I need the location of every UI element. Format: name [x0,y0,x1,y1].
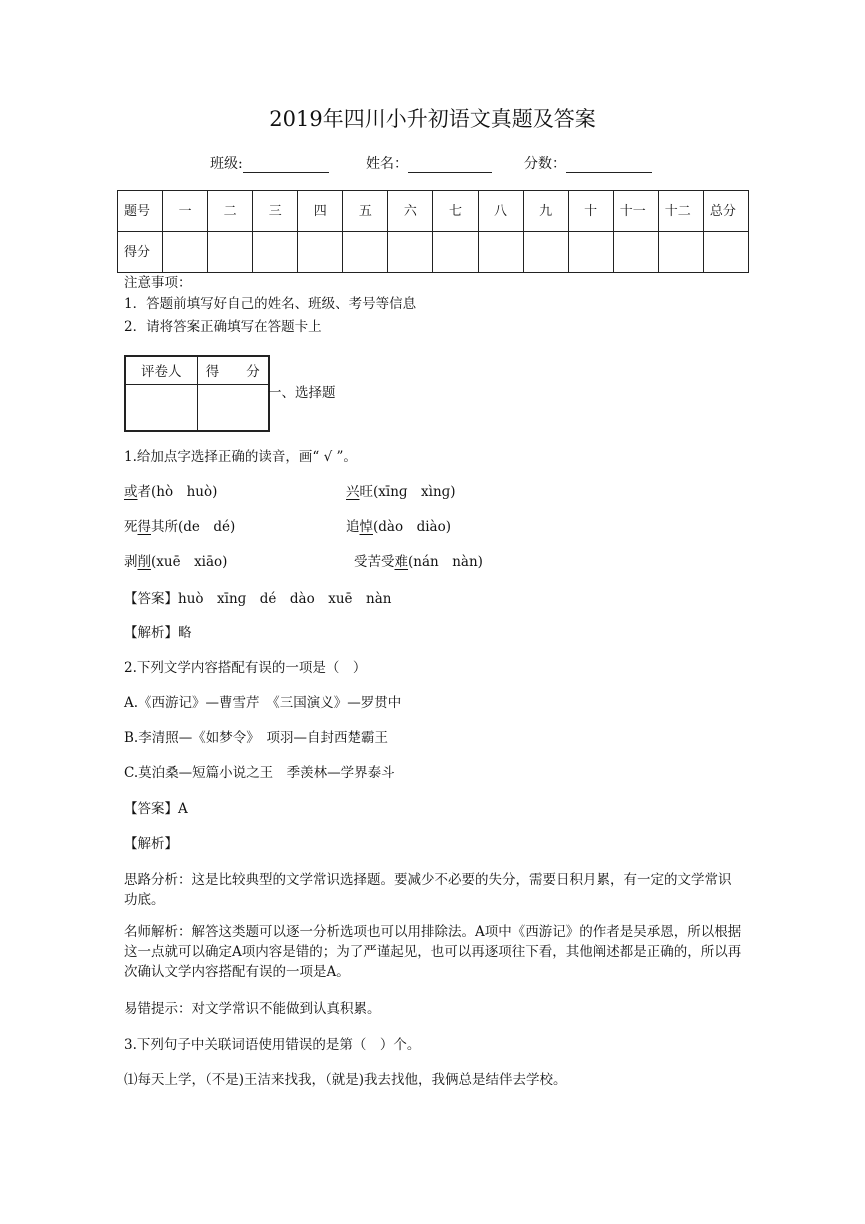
note-item-1: 1．答题前填写好自己的姓名、班级、考号等信息 [124,296,417,312]
q1-answer: 【答案】huò xīnɡ dé dào xuē nàn [124,591,392,607]
score-table-row1-header: 题号 [118,191,163,232]
dotted-char: 难 [394,554,408,570]
grader-header: 评卷人 [125,356,197,384]
q3-stem: 3.下列句子中关联词语使用错误的是第（ ）个。 [124,1037,421,1053]
section-title: 一、选择题 [268,385,336,401]
score-cell [523,232,568,273]
score-col-1: 一 [163,191,208,232]
score-label: 分数： [524,156,566,172]
class-label: 班级: [210,156,243,172]
dotted-char: 得 [137,519,151,535]
q2-option-c: C.莫泊桑—短篇小说之王 季羡林—学界泰斗 [124,765,395,781]
q2-option-b: B.李清照—《如梦令》 项羽—自封西楚霸王 [124,730,388,746]
score-col-6: 六 [388,191,433,232]
q2-option-a: A.《西游记》—曹雪芹 《三国演义》—罗贯中 [124,695,402,711]
dotted-char: 悼 [359,519,373,535]
score-cell [253,232,298,273]
page-title: 2019年四川小升初语文真题及答案 [269,107,596,131]
score-cell [613,232,658,273]
grader-table [124,355,270,432]
name-blank [408,158,492,173]
score-table-row2-header: 得分 [118,232,163,273]
dotted-char: 或 [124,484,138,500]
q1-option [124,552,227,572]
dotted-char: 兴 [346,484,360,500]
score-col-total: 总分 [703,191,748,232]
q2-analysis-label: 【解析】 [124,836,178,852]
q2-analysis-p3: 易错提示：对文学常识不能做到认真积累。 [124,1001,381,1017]
score-table-header-row [118,191,749,232]
score-cell [388,232,433,273]
score-cell [658,232,703,273]
word-part: 剥 [124,554,138,570]
q1-option [354,552,483,572]
score-col-5: 五 [343,191,388,232]
score-col-3: 三 [253,191,298,232]
q1-option [124,482,217,502]
word-part: 受苦受 [354,554,395,570]
grader-score-cell [197,384,269,431]
q2-analysis-p2: 名师解析：解答这类题可以逐一分析选项也可以用排除法。A项中《西游记》的作者是吴承恩，所以根据这一点就可以确定A项内容是错的；为了严谨起见，也可以再逐项往下看，其他阐述都是正确的，所以再次确认文学内容搭配有误的一项是A。 [124,924,742,980]
pinyin-choice: (dào diào) [373,519,451,535]
word-part: 追 [346,519,360,535]
score-cell [568,232,613,273]
q1-option [346,482,456,502]
name-label: 姓名： [366,156,408,172]
score-col-7: 七 [433,191,478,232]
grader-score-header: 得 分 [197,356,269,384]
q2-stem: 2.下列文学内容搭配有误的一项是（ ） [124,660,367,676]
note-item-2: 2．请将答案正确填写在答题卡上 [124,319,322,335]
pinyin-choice: 其所(de dé) [151,519,236,535]
name-field [366,153,492,173]
score-cell [208,232,253,273]
q2-analysis-p1: 思路分析：这是比较典型的文学常识选择题。要减少不必要的失分，需要日积月累，有一定的文学常识功底。 [124,872,732,908]
score-blank [566,158,652,173]
score-cell [703,232,748,273]
pinyin-choice: (nán nàn) [408,554,483,570]
score-table [117,190,749,273]
q1-stem: 1.给加点字选择正确的读音，画“ √ ”。 [124,449,357,465]
score-col-4: 四 [298,191,343,232]
score-col-9: 九 [523,191,568,232]
pinyin-choice: 者(hò huò) [137,484,218,500]
score-cell [298,232,343,273]
dotted-char: 削 [137,554,151,570]
pinyin-choice: (xuē xiāo) [151,554,228,570]
score-col-10: 十 [568,191,613,232]
score-col-11: 十一 [613,191,658,232]
score-field [524,153,652,173]
score-cell [163,232,208,273]
word-part: 死 [124,519,138,535]
score-col-2: 二 [208,191,253,232]
q2-answer: 【答案】A [124,801,188,817]
q3-sentence-1: ⑴每天上学，（不是)王洁来找我，（就是)我去找他，我俩总是结伴去学校。 [124,1072,567,1088]
pinyin-choice: 旺(xīnɡ xìnɡ) [359,484,456,500]
q1-option [346,517,451,537]
score-col-8: 八 [478,191,523,232]
score-cell [478,232,523,273]
notes-heading: 注意事项： [124,275,192,291]
class-field [210,153,329,173]
class-blank [243,158,329,173]
score-table-score-row [118,232,749,273]
score-cell [343,232,388,273]
score-cell [433,232,478,273]
grader-cell [125,384,197,431]
q1-option [124,517,235,537]
score-col-12: 十二 [658,191,703,232]
q1-analysis: 【解析】略 [124,625,192,641]
